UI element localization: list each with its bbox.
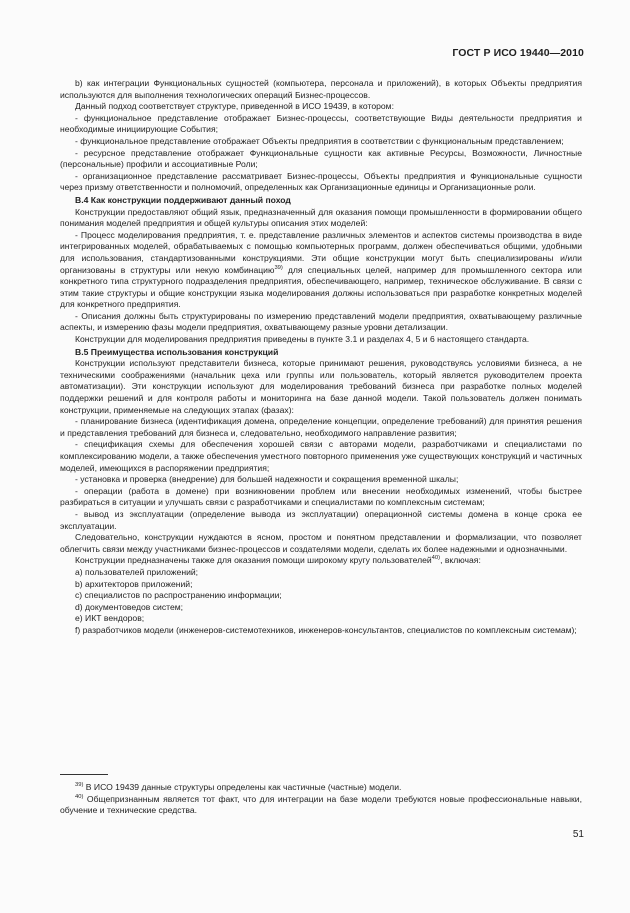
paragraph (60, 230, 582, 311)
paragraph (60, 555, 582, 567)
section-heading-b4: В.4 Как конструкции поддерживают данный поход (75, 194, 291, 205)
paragraph: Конструкции для моделирования предприятия приведены в пункте 3.1 и разделах 4, 5 и 6 настоящего стандарта. (75, 334, 530, 345)
list-item: - вывод из эксплуатации (определение вывода из эксплуатации) операционной системы домена в конце срока ее эксплуатации. (60, 508, 582, 531)
paragraph: Следовательно, конструкции нуждаются в ясном, простом и понятном представлении и формализации, что позволяет облегчить связи между участниками бизнес-процессов и создателями модели, сделать их более надежными и однозначными. (60, 532, 582, 554)
paragraph: - Описания должны быть структурированы по измерению представлений модели предприятия, охватывающему различные аспекты, и измерению фазы модели предприятия, охватывающему разные уровни детализации. (60, 310, 582, 333)
paragraph: b) как интеграции Функциональных сущностей (компьютера, персонала и приложений), в которых Объекты предприятия используются для выполнения технологических операций Бизнес-процессов. (60, 78, 582, 100)
text-span: - Процесс моделирования предприятия, т. е. представление различных элементов и аспектов системы производства в виде интегрированных моделей, обрабатываемых с помощью компьютерных программ, должен обеспечиваться общими, удобными для использования, стандартизованными конструкциями. Эти общие конструкции могут быть специализированы и/или организованы в структуры или некую комбинацию (60, 229, 582, 275)
list-item: - операции (работа в домене) при возникновении проблем или внесении необходимых изменений, чтобы быстрее разбираться в ситуации и улучшать связи с разработчиками и специалистами по комплексным системам; (60, 485, 582, 508)
footnotes (60, 782, 582, 817)
text-span: для специальных целей, например для промышленного сектора или конкретного типа структурного подразделения предприятия, обеспечивающего, например, техническое обслуживание. В связи с этим такие структуры и общие конструкции языка моделирования должны использоваться при разработке конкретных моделей для конкретного предприятия. (60, 264, 582, 310)
footnote-ref-39: 39) (274, 264, 283, 271)
paragraph: Конструкции предоставляют общий язык, предназначенный для оказания помощи промышленности в формировании общего понимания моделей предприятия и общей культуры описания этих моделей: (60, 206, 582, 229)
list-item: c) специалистов по распространению информации; (75, 590, 282, 601)
footnote-ref-40: 40) (431, 555, 441, 562)
footnote-text: В ИСО 19439 данные структуры определены как частичные (частные) модели. (83, 782, 402, 792)
footnote-text: Общепризнанным является тот факт, что для интеграции на базе модели требуются новые профессиональные навыки, обучение и технические средства. (60, 793, 582, 816)
list-item: - функциональное представление отображает Объекты предприятия в соответствии с функциональным представлением; (75, 135, 564, 146)
paragraph: Конструкции используют представители бизнеса, которые принимают решения, руководствуясь условиями бизнеса, а не техническими соображениями (начальник цеха или группы или пользователь, который является руководителем проекта автоматизации). Эти конструкции используют для моделирования требований бизнеса при разработке полных моделей поддержки решений и для контроля работы и мониторинга на базе данной модели. Такой пользователь должен понимать конструкции, применяемые на следующих этапах (фазах): (60, 358, 582, 415)
list-item: e) ИКТ вендоров; (75, 613, 145, 624)
footnote-mark: 40) (75, 793, 84, 800)
list-item: f) разработчиков модели (инженеров-системотехников, инженеров-консультантов, специалистов по комплексным системам); (75, 624, 577, 635)
text-span: Конструкции предназначены также для оказания помощи широкому кругу пользователей (75, 555, 432, 566)
list-item: - планирование бизнеса (идентификация домена, определение концепции, определение требований) для принятия решения и представления требований для бизнеса и, следовательно, необходимого направление развития; (60, 416, 582, 438)
footnote-39 (60, 782, 582, 794)
list-item: b) архитекторов приложений; (75, 578, 193, 589)
list-item: d) документоведов систем; (75, 601, 184, 612)
list-item: - организационное представление рассматривает Бизнес-процессы, Объекты предприятия и Функциональные сущности через призму ответственности и полномочий, определенных как Организационные единицы и Организационные роли. (60, 170, 582, 193)
list-item: - установка и проверка (внедрение) для большей надежности и сокращения временной шкалы; (75, 474, 459, 485)
footnote-divider (60, 774, 108, 775)
paragraph: Данный подход соответствует структуре, приведенной в ИСО 19439, в котором: (75, 101, 394, 112)
standard-header: ГОСТ Р ИСО 19440—2010 (452, 47, 584, 59)
text-span: , включая: (440, 555, 481, 566)
list-item: - функциональное представление отображает Бизнес-процессы, соответствующие Виды деятельности предприятия и необходимые инициирующие События; (60, 112, 582, 135)
list-item: - ресурсное представление отображает Функциональные сущности как активные Ресурсы, Возможности, Личностные (персональные) профили и ассоциативные Роли; (60, 147, 582, 170)
page-number: 51 (572, 829, 584, 840)
footnote-40 (60, 794, 582, 817)
list-item: - спецификация схемы для обеспечения хорошей связи с авторами модели, разработчиками и специалистами по комплексированию модели, а также обеспечения уместного повторного применения уже существующих конструкций и частичных моделей, имеющихся в распоряжении предприятия; (60, 439, 582, 473)
main-text (60, 78, 582, 637)
section-heading-b5: В.5 Преимущества использования конструкций (75, 346, 279, 357)
list-item: a) пользователей приложений; (75, 566, 199, 577)
footnote-mark: 39) (75, 782, 84, 788)
